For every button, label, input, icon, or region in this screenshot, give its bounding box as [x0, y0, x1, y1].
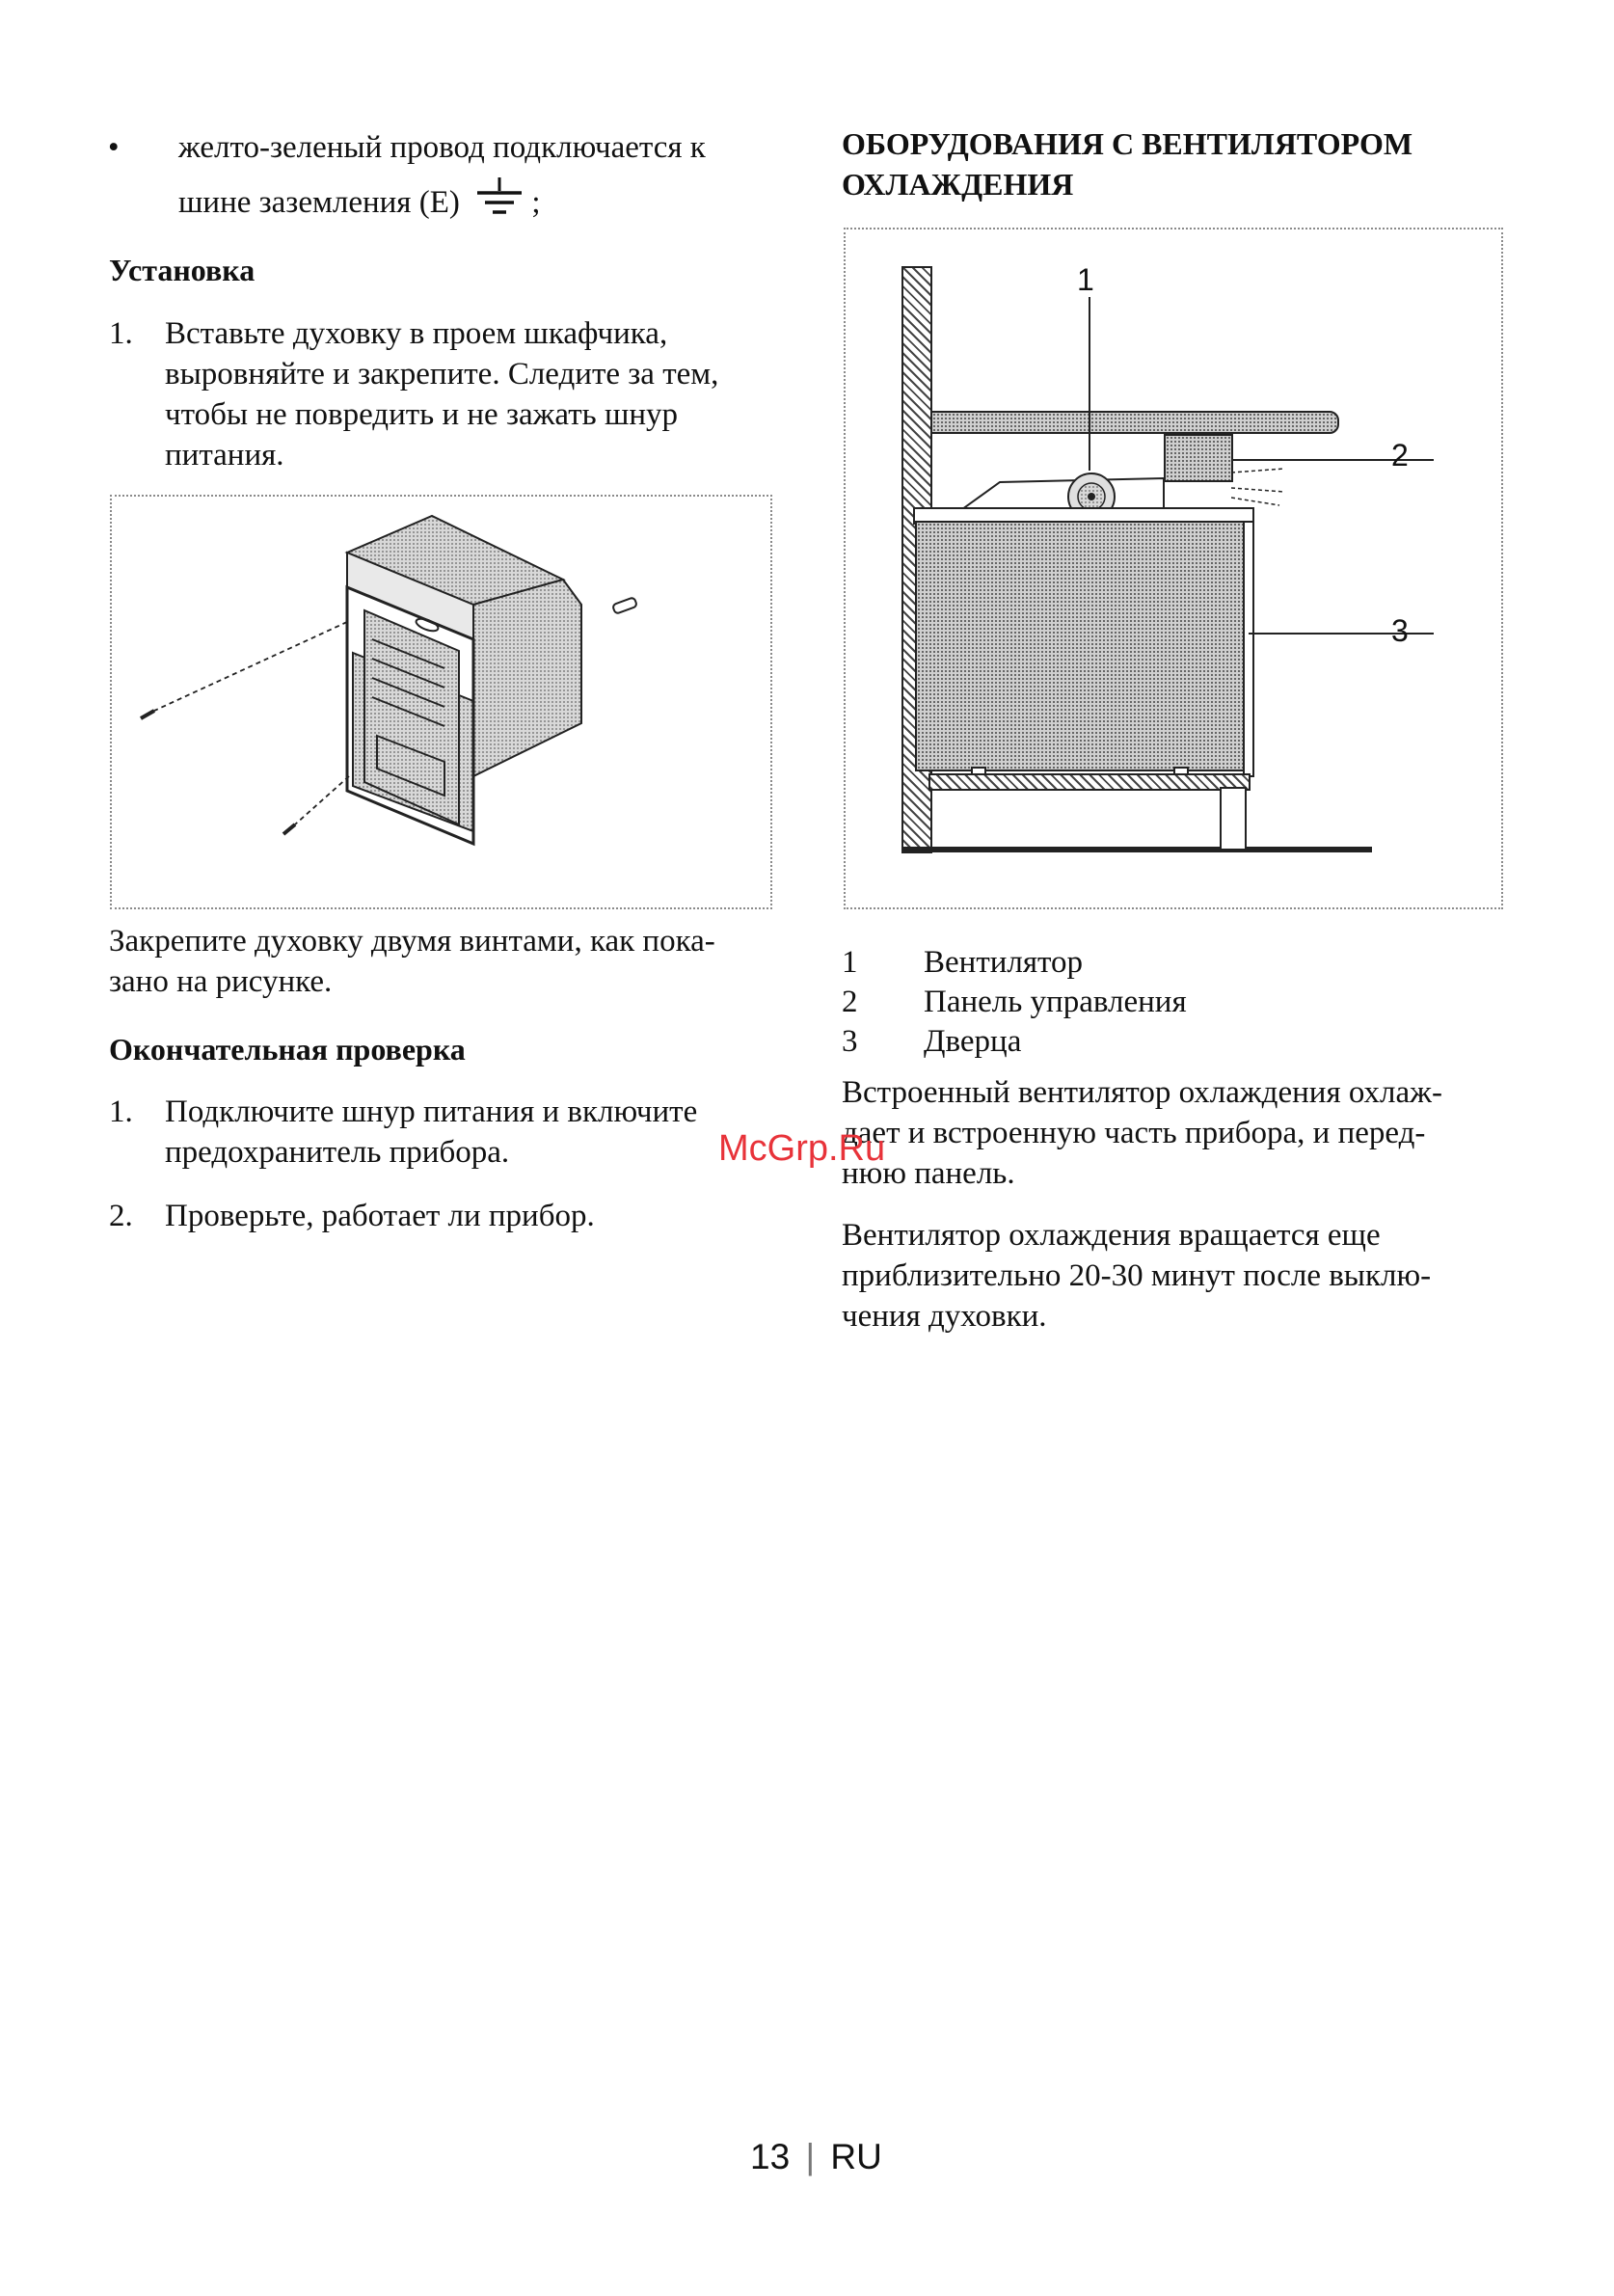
- installation-step-num: 1.: [109, 316, 133, 351]
- final-check-step-1-num: 1.: [109, 1094, 133, 1129]
- page-footer: [750, 2137, 882, 2177]
- legend-num: 2: [842, 985, 858, 1019]
- legend-num: 1: [842, 945, 858, 980]
- installation-line-3: чтобы не повредить и не зажать шнур: [165, 397, 679, 432]
- oven-door: [1243, 521, 1254, 777]
- countertop: [930, 411, 1339, 434]
- floor-line: [901, 847, 1372, 852]
- callout-1: 1: [1077, 262, 1094, 297]
- plinth: [1220, 787, 1247, 851]
- cooling-paragraph-2-line-1: Вентилятор охлаждения вращается еще: [842, 1218, 1381, 1253]
- cooling-paragraph-2-line-2: приблизительно 20-30 минут после выклю-: [842, 1258, 1432, 1293]
- installation-line-1: Вставьте духовку в проем шкафчика,: [165, 316, 668, 351]
- oven-install-figure: [110, 495, 772, 909]
- legend-label: Дверца: [924, 1024, 1022, 1059]
- language-code: RU: [830, 2137, 882, 2176]
- bullet-line-2: [178, 177, 541, 223]
- screw-caption-line-1: Закрепите духовку двумя винтами, как пока-: [109, 924, 715, 959]
- final-check-step-2-text: Проверьте, работает ли прибор.: [165, 1199, 595, 1233]
- legend-item: [842, 943, 1517, 983]
- cooling-paragraph-2: [842, 1215, 1517, 1337]
- page-number: 13: [750, 2137, 791, 2176]
- callout-2: 2: [1391, 438, 1409, 473]
- final-check-step-2-num: 2.: [109, 1199, 133, 1233]
- cooling-paragraph-1: [842, 1072, 1517, 1194]
- legend-num: 3: [842, 1024, 858, 1059]
- handle-slot: [612, 597, 637, 614]
- bullet-line-2-end: ;: [531, 185, 541, 220]
- cooling-fan-heading-line-1: ОБОРУДОВАНИЯ С ВЕНТИЛЯТОРОМ: [842, 126, 1413, 161]
- callout-3: 3: [1391, 613, 1409, 648]
- screw-caption: [109, 921, 784, 1002]
- installation-heading: Установка: [109, 253, 256, 287]
- bullet-marker: •: [108, 130, 120, 165]
- final-check-step-1-line-2: предохранитель прибора.: [165, 1135, 510, 1170]
- legend-item: [842, 983, 1517, 1022]
- cooling-paragraph-1-line-2: дает и встроенную часть прибора, и перед-: [842, 1116, 1426, 1150]
- legend-item: [842, 1022, 1517, 1062]
- cooling-paragraph-1-line-3: нюю панель.: [842, 1156, 1015, 1191]
- oven-body: [915, 521, 1247, 771]
- cooling-paragraph-1-line-1: Встроенный вентилятор охлаждения охлаж-: [842, 1075, 1442, 1110]
- cooling-paragraph-2-line-3: чения духовки.: [842, 1299, 1047, 1334]
- footer-separator: |: [805, 2137, 816, 2176]
- bullet-line-1: желто-зеленый провод подключается к: [178, 130, 706, 165]
- support-shelf: [928, 773, 1251, 791]
- final-check-heading: Окончательная проверка: [109, 1032, 466, 1067]
- bullet-line-2-text: шине заземления (E): [178, 185, 460, 220]
- control-panel-block: [1164, 434, 1233, 482]
- oven-install-illustration: [112, 497, 770, 907]
- cooling-fan-figure: [844, 228, 1503, 909]
- cooling-fan-heading: [842, 123, 1412, 204]
- legend-label: Вентилятор: [924, 945, 1084, 980]
- screw-caption-line-2: зано на рисунке.: [109, 964, 333, 999]
- final-check-step-1-line-1: Подключите шнур питания и включите: [165, 1094, 698, 1129]
- installation-line-4: питания.: [165, 438, 284, 473]
- figure-legend: [842, 943, 1517, 1062]
- installation-line-2: выровняйте и закрепите. Следите за тем,: [165, 357, 719, 392]
- watermark: McGrp.Ru: [718, 1128, 886, 1169]
- legend-label: Панель управления: [924, 985, 1187, 1019]
- airflow-arrows-icon: [1231, 461, 1299, 509]
- cooling-fan-heading-line-2: ОХЛАЖДЕНИЯ: [842, 167, 1074, 202]
- ground-symbol-icon: [475, 177, 524, 220]
- leader-line-1: [1089, 297, 1090, 471]
